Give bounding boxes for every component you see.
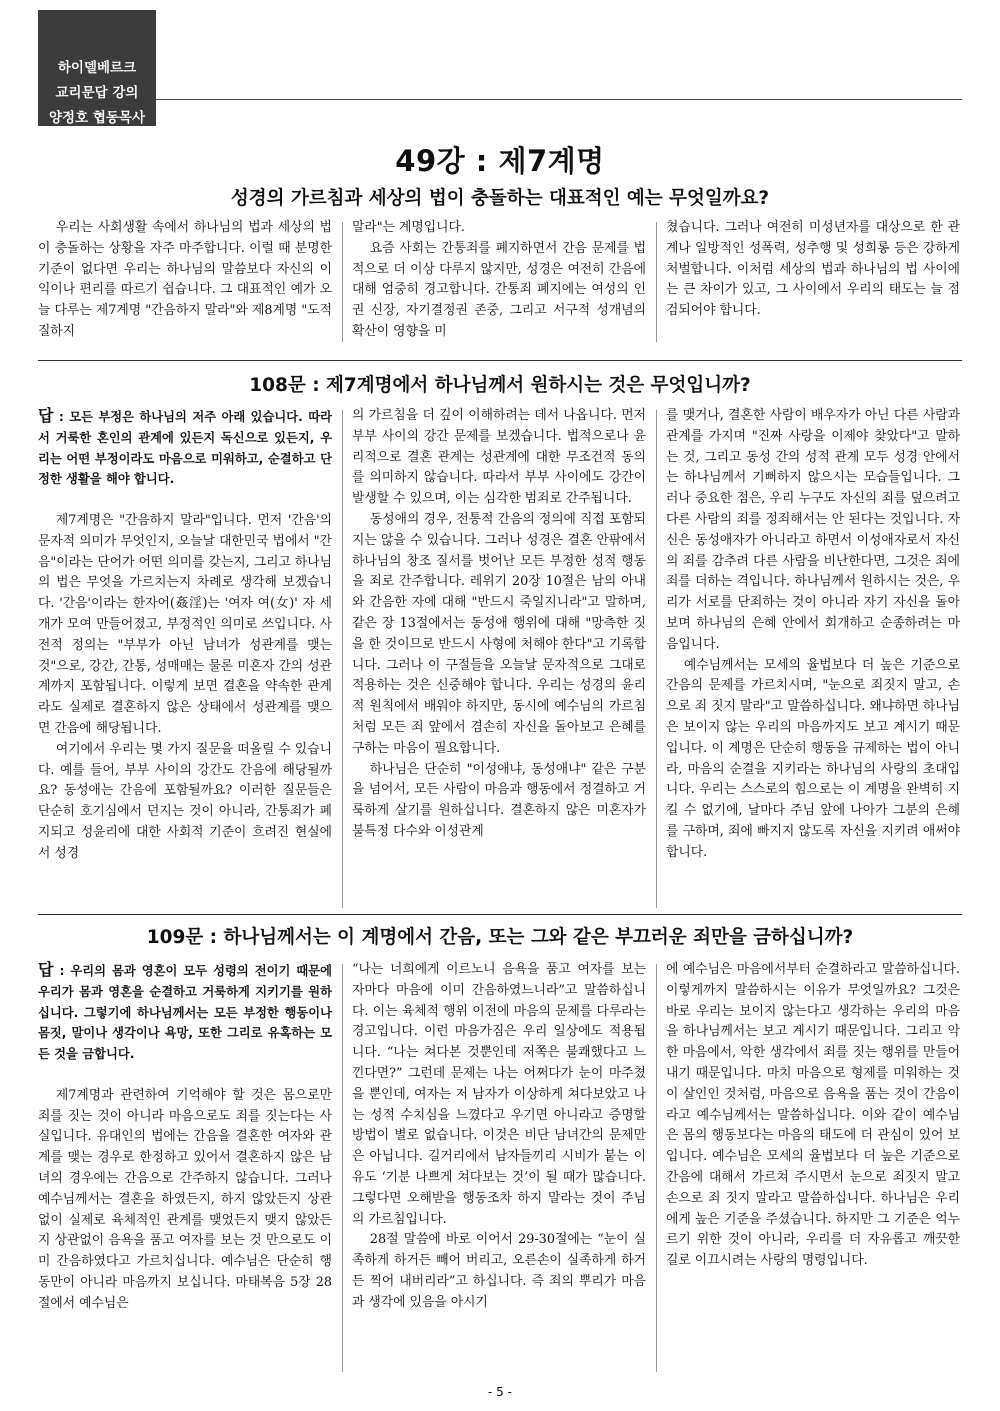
q109-col-3 [666,960,960,1374]
q108-answer-text: : 모든 부정은 하나님의 저주 아래 있습니다. 따라서 거룩한 혼인의 관계에 있든지 독신으로 있든지, 우리는 어떤 부정이라도 마음으로 미워하고, 순결하고 단정한 생활을 해야 합니다. [38,410,332,487]
q108-col3-paragraph-1: 를 맺거나, 결혼한 사람이 배우자가 아닌 다른 사람과 관계를 가지며 "진짜 사랑을 이제야 찾았다"고 말하는 것, 그리고 동성 간의 성적 관계 모두 성경 안에서는 하나님께서 기뻐하지 않으시는 모습들입니다. 그러나 중요한 점은, 우리 누구도 자신의 죄를 덮으려고 다른 사람의 죄를 정죄해서는 안 된다는 것입니다. 자신은 동성애자가 아니라고 하면서 이성애자로서 자신의 죄를 감추려 다른 사람을 비난한다면, 그것은 죄에 죄를 더하는 격입니다. 하나님께서 원하시는 것은, 우리가 서로를 단죄하는 것이 아니라 자기 자신을 돌아보며 하나님의 은혜 안에서 회개하고 순종하려는 마음입니다. [666,408,960,652]
intro-col1-paragraph: 우리는 사회생활 속에서 하나님의 법과 세상의 법이 충돌하는 상황을 자주 마주합니다. 이럴 때 분명한 기준이 없다면 우리는 하나님의 말씀보다 자신의 이익이나 편리를 따르기 쉽습니다. 그 대표적인 예가 오늘 다루는 제7계명 "간음하지 말라"와 제8계명 "도적질하지 [38,220,332,339]
series-tag [38,10,156,126]
intro-section [38,218,962,346]
series-tag-line2: 교리문답 강의 [55,85,139,101]
intro-col2-paragraph-b: 요즘 사회는 간통죄를 폐지하면서 간음 문제를 법적으로 더 이상 다루지 않지만, 성경은 여전히 간음에 대해 엄중히 경고합니다. 간통죄 폐지에는 여성의 인권 신장, 자기결정권 존중, 그리고 서구적 성개념의 확산이 영향을 미 [352,240,646,339]
section-rule [38,360,962,361]
q108-section [38,406,962,910]
q108-answer [38,406,332,490]
series-tag-line3: 양정호 협동목사 [49,110,145,126]
q108-col3-paragraph-2: 예수님께서는 모세의 율법보다 더 높은 기준으로 간음의 문제를 가르치시며, "눈으로 죄짓지 말고, 손으로 죄 짓지 말라"고 말씀하십니다. 왜냐하면 하나님은 보이지 않는 우리의 마음까지도 보고 계시기 때문입니다. 이 계명은 단순히 행동을 규제하는 법이 아니라, 마음의 순결을 지키라는 하나님의 사랑의 초대입니다. 우리는 스스로의 힘으로는 이 계명을 완벽히 지킬 수 없기에, 날마다 주님 앞에 나아가 그분의 은혜를 구하며, 죄에 빠지지 않도록 자신을 지키려 애써야 합니다. [666,657,960,860]
q109-section [38,960,962,1374]
q109-answer [38,960,332,1065]
intro-col3-paragraph: 쳤습니다. 그러나 여전히 미성년자를 대상으로 한 관계나 일방적인 성폭력, 성추행 및 성희롱 등은 강하게 처벌합니다. 이처럼 세상의 법과 하나님의 법 사이에는 큰 차이가 있고, 그 사이에서 우리의 태도는 늘 점검되어야 합니다. [666,220,960,319]
q109-col2-paragraph-1: “나는 너희에게 이르노니 음욕을 품고 여자를 보는 자마다 마음에 이미 간음하였느니라”고 말씀하십니다. 이는 육체적 행위 이전에 마음의 문제를 다루라는 경고입니다. 이런 마음가짐은 우리 일상에도 적용됩니다. “나는 쳐다본 것뿐인데 저쪽은 불쾌했다고 느낀다면?” 그런데 문제는 나는 어쩌다가 눈이 마주쳤을 뿐인데, 여자는 저 남자가 이상하게 쳐다보았고 나는 성적 수치심을 느꼈다고 우기면 아니라고 증명할 방법이 별로 없습니다. 이것은 비단 남녀간의 문제만은 아닙니다. 길거리에서 남자들끼리 시비가 붙는 이유도 ‘기분 나쁘게 쳐다보는 것’이 될 때가 많습니다. 그렇다면 오해받을 행동조차 하지 말라는 것이 주님의 가르침입니다. [352,962,646,1227]
intro-col-2 [352,218,646,346]
q109-col2-paragraph-2: 28절 말씀에 바로 이어서 29-30절에는 “눈이 실족하게 하거든 빼어 버리고, 오른손이 실족하게 하거든 찍어 내버리라”고 하십니다. 즉 죄의 뿌리가 마음과 생각에 있음을 아시기 [352,1232,646,1310]
q109-col-1 [38,960,332,1374]
q108-col-3 [666,406,960,910]
q108-col2-paragraph-2: 동성애의 경우, 전통적 간음의 정의에 직접 포함되지는 않을 수 있습니다. 그러나 성경은 결혼 안팎에서 하나님의 창조 질서를 벗어난 모든 부정한 성적 행동을 죄로 간주합니다. 레위기 20장 10절은 남의 아내와 간음한 자에 대해 "반드시 죽일지니라"고 말하며, 같은 장 13절에서는 동성애 행위에 대해 "망측한 짓을 한 것이므로 반드시 사형에 처해야 한다"고 기록합니다. 그러나 이 구절들을 오늘날 문자적으로 그대로 적용하는 것은 신중해야 합니다. 우리는 성경의 윤리적 원칙에서 배워야 하지만, 동시에 예수님의 가르침처럼 모든 죄 앞에서 겸손히 자신을 돌아보고 은혜를 구하는 마음이 필요합니다. [352,511,646,756]
column-divider [656,410,657,908]
column-divider [342,964,343,1372]
intro-col-3 [666,218,960,346]
answer-mark: 답 [38,960,54,979]
page-number: - 5 - [488,1385,512,1399]
column-divider [656,222,657,342]
column-divider [342,222,343,342]
header-rule [156,99,962,100]
q108-col2-paragraph-1: 의 가르침을 더 깊이 이해하려는 데서 나옵니다. 먼저 부부 사이의 강간 문제를 보겠습니다. 법적으로나 윤리적으로 결혼 관계는 성관계에 대한 무조건적 동의를 의미하지 않습니다. 따라서 부부 사이에도 강간이 발생할 수 있으며, 이는 심각한 범죄로 간주됩니다. [352,408,646,507]
page-title: 49강 : 제7계명 [395,144,605,178]
q109-answer-text: : 우리의 몸과 영혼이 모두 성령의 전이기 때문에 우리가 몸과 영혼을 순결하고 거룩하게 지키기를 원하십니다. 그렇기에 하나님께서는 모든 부정한 행동이나 몸짓, 말이나 생각이나 욕망, 또한 그리로 유혹하는 모든 것을 금합니다. [38,964,332,1062]
q108-heading: 108문 : 제7계명에서 하나님께서 원하시는 것은 무엇입니까? [249,375,751,396]
q108-col1-paragraph-1: 제7계명은 "간음하지 말라"입니다. 먼저 '간음'의 문자적 의미가 무엇인지, 오늘날 대한민국 법에서 "간음"이라는 단어가 어떤 의미를 갖는지, 그리고 하나님의 법은 무엇을 가르치는지 차례로 생각해 보겠습니다. '간음'이라는 한자어(姦淫)는 '여자 여(女)' 자 세 개가 모여 만들어졌고, 부정적인 의미로 쓰입니다. 사전적 정의는 "부부가 아닌 남녀가 성관계를 맺는 것"으로, 강간, 간통, 성매매는 물론 미혼자 간의 성관계까지 포함됩니다. 이렇게 보면 결혼을 약속한 관계라도 실제로 결혼하지 않은 상태에서 성관계를 맺으면 간음에 해당됩니다. [38,512,332,736]
q109-heading: 109문 : 하나님께서는 이 계명에서 간음, 또는 그와 같은 부끄러운 죄만을 금하십니까? [146,927,854,948]
column-divider [656,964,657,1372]
q108-col-2 [352,406,646,910]
answer-mark: 답 [38,406,54,425]
q109-col1-paragraph-1: 제7계명과 관련하여 기억해야 할 것은 몸으로만 죄를 짓는 것이 아니라 마음으로도 죄를 짓는다는 사실입니다. 유대인의 법에는 간음을 결혼한 여자와 관계를 맺는 경우로 한정하고 있어서 결혼하지 않은 남녀의 경우에는 간음으로 간주하지 않습니다. 그러나 예수님께서는 결혼을 하였든지, 하지 않았든지 상관없이 실제로 육체적인 관계를 맺었든지 맺지 않았든지 상관없이 음욕을 품고 여자를 보는 것 만으로도 이미 간음하였다고 가르치십니다. 예수님은 단순히 행동만이 아니라 마음까지 보십니다. 마태복음 5장 28절에서 예수님은 [38,1087,332,1311]
q108-col2-paragraph-3: 하나님은 단순히 "이성애냐, 동성애냐" 같은 구분을 넘어서, 모든 사람이 마음과 행동에서 정결하고 거룩하게 살기를 원하십니다. 결혼하지 않은 미혼자가 불특정 다수와 이성관계 [352,761,646,839]
series-tag-line1: 하이델베르크 [57,60,137,76]
intro-heading: 성경의 가르침과 세상의 법이 충돌하는 대표적인 예는 무엇일까요? [230,188,770,209]
intro-col-1 [38,218,332,346]
column-divider [342,410,343,908]
section-rule [38,914,962,915]
q108-col-1 [38,406,332,910]
q108-col1-paragraph-2: 여기에서 우리는 몇 가지 질문을 떠올릴 수 있습니다. 예를 들어, 부부 사이의 강간도 간음에 해당될까요? 동성애는 간음에 포함될까요? 이러한 질문들은 단순히 호기심에서 던지는 것이 아니라, 간통죄가 폐지되고 성윤리에 대한 사회적 기준이 흐려진 현실에서 성경 [38,741,332,861]
q109-col-2 [352,960,646,1374]
q109-col3-paragraph-1: 에 예수님은 마음에서부터 순결하라고 말씀하십니다. 이렇게까지 말씀하시는 이유가 무엇일까요? 그것은 바로 우리는 보이지 않는다고 생각하는 우리의 마음을 하나님께서는 보고 계시기 때문입니다. 그리고 악한 마음에서, 악한 생각에서 죄를 짓는 행위를 만들어내기 때문입니다. 마치 마음으로 형제를 미워하는 것이 살인인 것처럼, 마음으로 음욕을 품는 것이 간음이라고 예수님께서는 말씀하십니다. 이와 같이 예수님은 몸의 행동보다는 마음의 태도에 더 관심이 있어 보입니다. 예수님은 모세의 율법보다 더 높은 기준으로 간음에 대해서 가르쳐 주시면서 눈으로 죄짓지 말고 손으로 죄 짓지 말라고 말씀하십니다. 하나님은 우리에게 높은 기준을 주셨습니다. 하지만 그 기준은 억누르기 위한 것이 아니라, 우리를 더 자유롭고 깨끗한 길로 이끄시려는 사랑의 명령입니다. [666,962,960,1269]
intro-col2-paragraph-a: 말라"는 계명입니다. [352,220,465,235]
